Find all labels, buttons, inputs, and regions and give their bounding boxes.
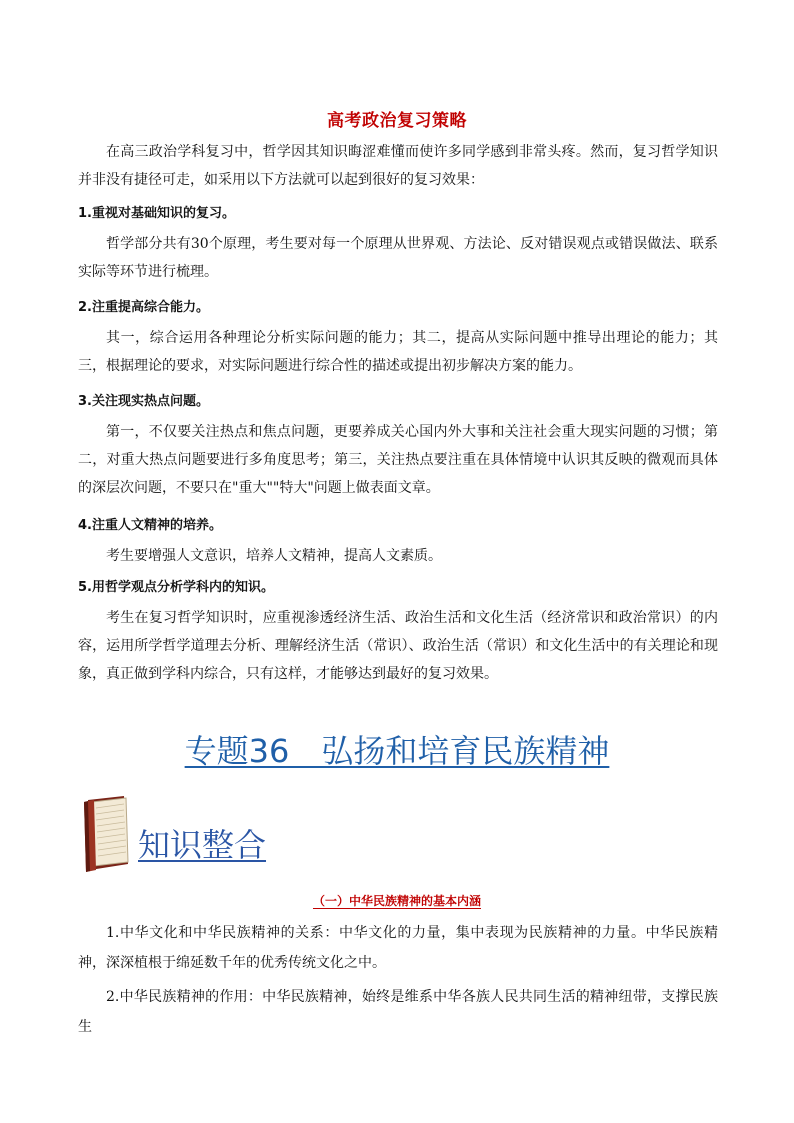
strategy-title: 高考政治复习策略 — [327, 111, 467, 131]
point-heading: 2.注重提高综合能力。 — [78, 300, 209, 315]
strategy-point-3 — [78, 388, 718, 502]
section-item: 2.中华民族精神的作用：中华民族精神，始终是维系中华各族人民共同生活的精神纽带，支撑民族生 — [78, 989, 718, 1035]
knowledge-label: 知识整合 — [138, 826, 267, 864]
knowledge-header — [80, 794, 320, 878]
strategy-point-1 — [78, 200, 718, 286]
point-heading: 5.用哲学观点分析学科内的知识。 — [78, 580, 274, 595]
point-text: 哲学部分共有30个原理，考生要对每一个原理从世界观、方法论、反对错误观点或错误做法、联系实际等环节进行梳理。 — [78, 236, 718, 280]
strategy-intro-block — [78, 138, 718, 194]
point-text: 考生在复习哲学知识时，应重视渗透经济生活、政治生活和文化生活（经济常识和政治常识）的内容，运用所学哲学道理去分析、理解经济生活（常识）、政治生活（常识）和文化生活中的有关理论和现象，真正做到学科内综合，只有这样，才能够达到最好的复习效果。 — [78, 610, 718, 682]
strategy-intro: 在高三政治学科复习中，哲学因其知识晦涩难懂而使许多同学感到非常头疼。然而，复习哲学知识并非没有捷径可走，如采用以下方法就可以起到很好的复习效果： — [78, 144, 718, 188]
strategy-point-5 — [78, 574, 718, 688]
point-heading: 4.注重人文精神的培养。 — [78, 518, 222, 533]
section-title: （一）中华民族精神的基本内涵 — [312, 894, 481, 908]
strategy-point-4 — [78, 512, 718, 570]
point-heading: 1.重视对基础知识的复习。 — [78, 206, 235, 221]
book-icon — [80, 794, 138, 872]
point-text: 第一，不仅要关注热点和焦点问题，更要养成关心国内外大事和关注社会重大现实问题的习惯；第二，对重大热点问题要进行多角度思考；第三，关注热点要注重在具体情境中认识其反映的微观而具体的深层次问题，不要只在"重大""特大"问题上做表面文章。 — [78, 424, 718, 496]
point-text: 其一，综合运用各种理论分析实际问题的能力；其二，提高从实际问题中推导出理论的能力；其三，根据理论的要求，对实际问题进行综合性的描述或提出初步解决方案的能力。 — [78, 330, 718, 374]
point-text: 考生要增强人文意识，培养人文精神，提高人文素质。 — [106, 548, 442, 564]
strategy-point-2 — [78, 294, 718, 380]
section-content — [78, 918, 718, 1042]
point-heading: 3.关注现实热点问题。 — [78, 394, 209, 409]
section-item: 1.中华文化和中华民族精神的关系：中华文化的力量，集中表现为民族精神的力量。中华民族精神，深深植根于绵延数千年的优秀传统文化之中。 — [78, 925, 718, 971]
topic-title: 专题36 弘扬和培育民族精神 — [184, 732, 610, 770]
